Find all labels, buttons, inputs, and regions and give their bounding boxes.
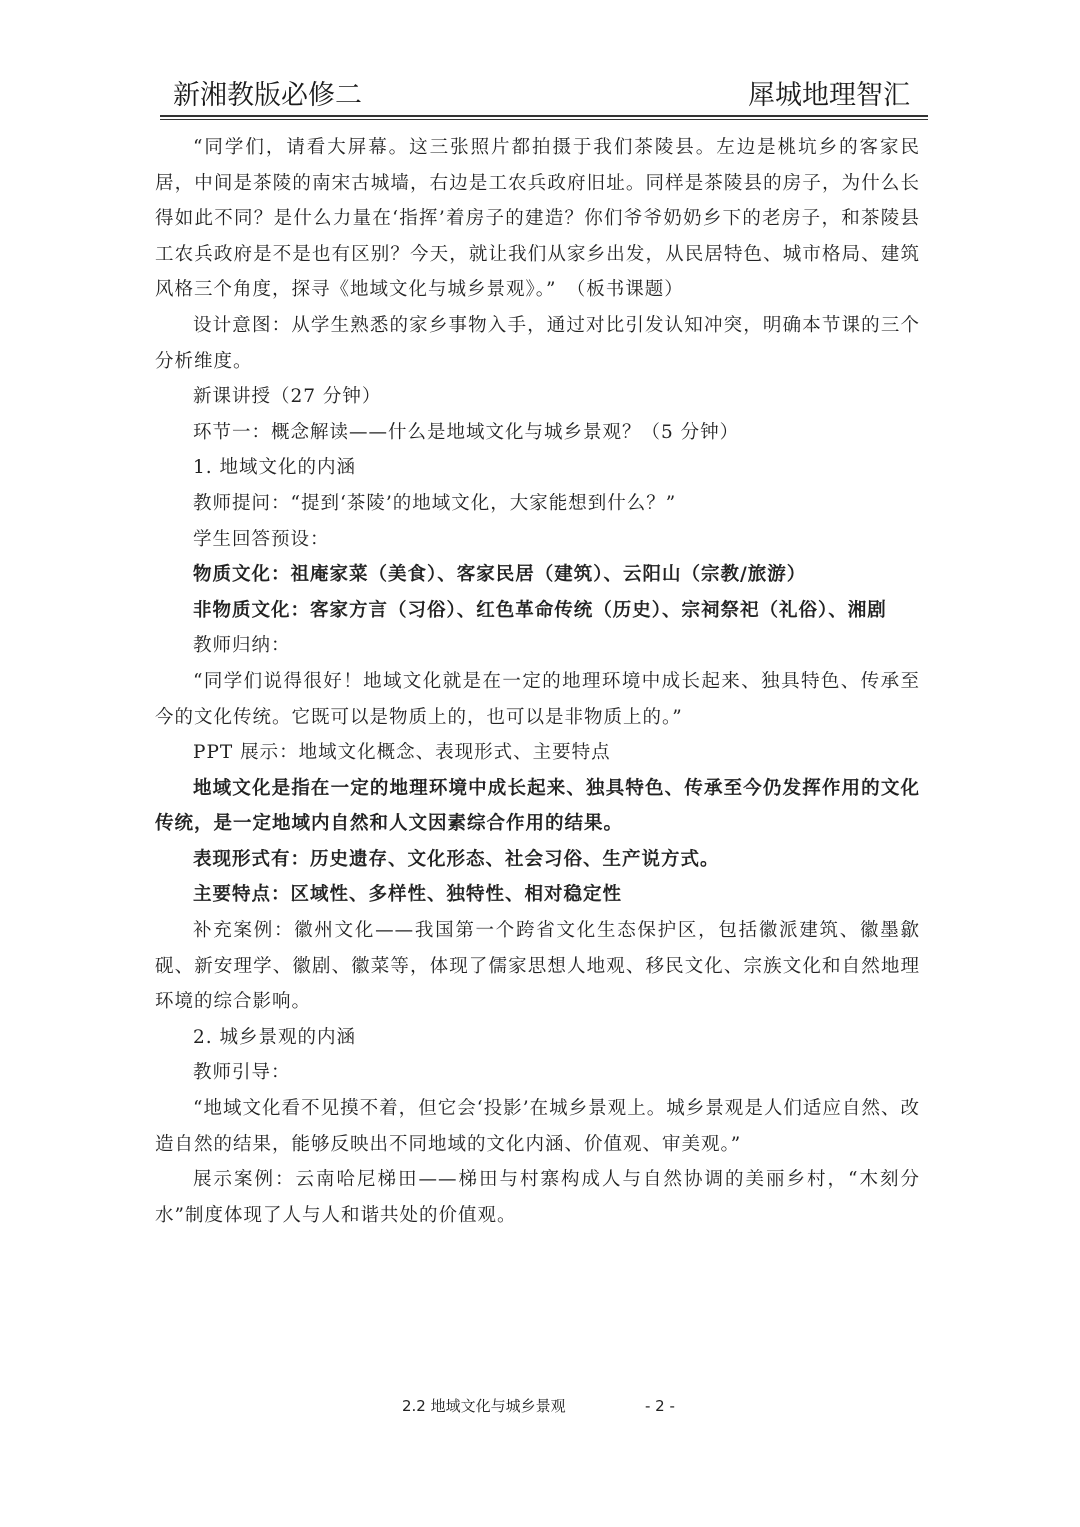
paragraph: 设计意图：从学生熟悉的家乡事物入手，通过对比引发认知冲突，明确本节课的三个分析维度。 [155,314,920,372]
paragraph: 地域文化是指在一定的地理环境中成长起来、独具特色、传承至今仍发挥作用的文化传统，是一定地域内自然和人文因素综合作用的结果。 [155,777,920,835]
paragraph: 2. 城乡景观的内涵 [193,1026,357,1048]
paragraph: 教师归纳： [193,635,291,657]
paragraph: 物质文化：祖庵家菜（美食）、客家民居（建筑）、云阳山（宗教/旅游） [193,564,807,586]
body-text [155,130,920,1233]
header-rule-thin [160,119,928,120]
paragraph: 展示案例：云南哈尼梯田——梯田与村寨构成人与自然协调的美丽乡村，“木刻分水”制度体现了人与人和谐共处的价值观。 [155,1169,920,1226]
paragraph: 表现形式有：历史遗存、文化形态、社会习俗、生产说方式。 [193,848,720,870]
paragraph: 教师提问：“提到‘茶陵’的地域文化，大家能想到什么？” [193,492,677,514]
paragraph: PPT 展示：地域文化概念、表现形式、主要特点 [193,742,611,764]
footer-section-title: 2.2 地域文化与城乡景观 [402,1397,566,1415]
paragraph: 非物质文化：客家方言（习俗）、红色革命传统（历史）、宗祠祭祀（礼俗）、湘剧 [193,599,887,621]
paragraph: “地域文化看不见摸不着，但它会‘投影’在城乡景观上。城乡景观是人们适应自然、改造自然的结果，能够反映出不同地域的文化内涵、价值观、审美观。” [155,1098,920,1155]
paragraph: 环节一：概念解读——什么是地域文化与城乡景观？（5 分钟） [193,421,740,443]
header-rule-thick [160,115,928,117]
header-right-title: 犀城地理智汇 [748,80,910,111]
paragraph: 补充案例：徽州文化——我国第一个跨省文化生态保护区，包括徽派建筑、徽墨歙砚、新安理学、徽剧、徽菜等，体现了儒家思想人地观、移民文化、宗族文化和自然地理环境的综合影响。 [155,920,920,1013]
paragraph: 1. 地域文化的内涵 [193,457,357,479]
paragraph: “同学们，请看大屏幕。这三张照片都拍摄于我们茶陵县。左边是桃坑乡的客家民居，中间是茶陵的南宋古城墙，右边是工农兵政府旧址。同样是茶陵县的房子，为什么长得如此不同？是什么力量在‘指挥’着房子的建造？你们爷爷奶奶乡下的老房子，和茶陵县工农兵政府是不是也有区别？今天，就让我们从家乡出发，从民居特色、城市格局、建筑风格三个角度，探寻《地域文化与城乡景观》。” （板书课题） [155,137,920,301]
paragraph: 新课讲授（27 分钟） [193,386,382,408]
header-left-title: 新湘教版必修二 [173,80,362,111]
paragraph: “同学们说得很好！地域文化就是在一定的地理环境中成长起来、独具特色、传承至今的文化传统。它既可以是物质上的，也可以是非物质上的。” [155,670,920,728]
paragraph: 主要特点：区域性、多样性、独特性、相对稳定性 [193,884,623,906]
paragraph: 学生回答预设： [193,528,330,550]
paragraph: 教师引导： [193,1062,291,1084]
footer-page-number: - 2 - [645,1397,675,1415]
